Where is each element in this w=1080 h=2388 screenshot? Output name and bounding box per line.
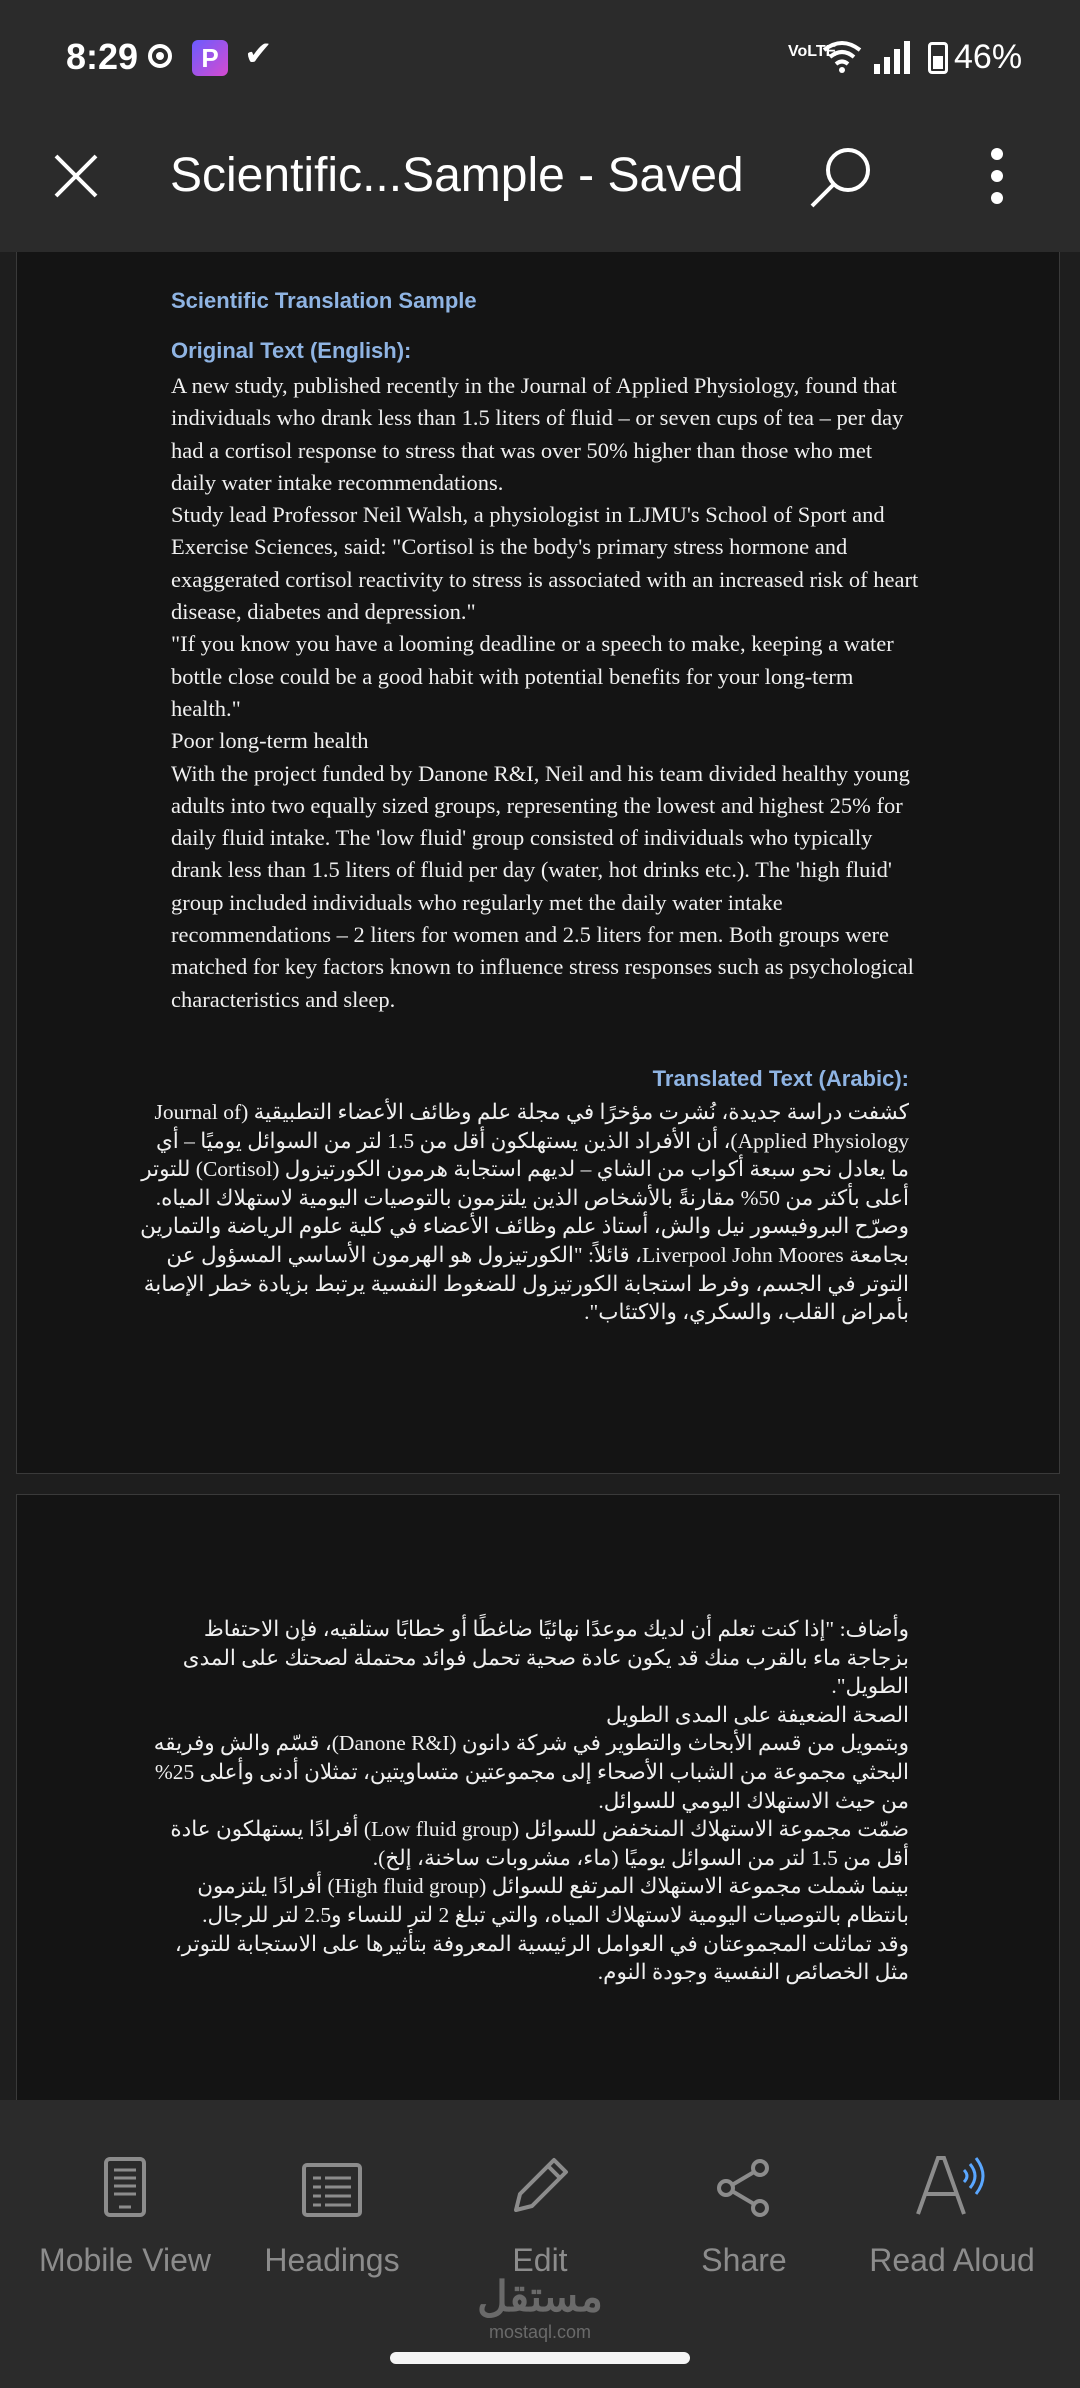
- document-title: Scientific...Sample - Saved: [170, 149, 744, 202]
- original-text-label: Original Text (English):: [171, 338, 412, 363]
- volte-icon: VoLTE: [788, 43, 837, 60]
- edit-button[interactable]: [440, 2148, 640, 2279]
- share-icon: [714, 2158, 774, 2218]
- original-paragraph: Study lead Professor Neil Walsh, a physiologist in LJMU's School of Sport and Exercise Sciences, said: "Cortisol is the body's primary stress hormone and exaggerated cortisol reactivity to stress is associated with an increased risk of heart disease, diabetes and depression.": [171, 502, 919, 625]
- translated-paragraph: كشفت دراسة جديدة، نُشرت مؤخرًا في مجلة علم وظائف الأعضاء التطبيقية (Journal of Applied Physiology)، أن الأفراد الذين يستهلكون أقل من 1.5 لتر من السوائل يوميًا – أي ما يعادل نحو سبعة أكواب من الشاي – لديهم استجابة هرمون الكورتيزول (Cortisol) للتوتر أعلى بأكثر من 50% مقارنةً بالأشخاص الذين يلتزمون بالتوصيات اليومية لاستهلاك المياه.: [141, 1100, 909, 1210]
- translated-text-continued: [139, 1615, 909, 1987]
- share-label: Share: [701, 2242, 787, 2278]
- battery-icon: [928, 42, 948, 74]
- wifi-icon: [822, 40, 862, 74]
- app-notification-icon: P: [192, 40, 228, 76]
- headings-label: Headings: [264, 2242, 400, 2278]
- original-paragraph: With the project funded by Danone R&I, Neil and his team divided healthy young adults into two equally sized groups, representing the lowest and highest 25% for daily fluid intake. The 'low fluid' group consisted of individuals who typically drank less than 1.5 liters of fluid per day (water, hot drinks etc.). The 'high fluid' group included individuals who regularly met the daily water intake recommendations – 2 liters for women and 2.5 liters for men. Both groups were matched for key factors known to influence stress responses such as psychological characteristics and sleep.: [171, 760, 914, 1012]
- checkmark-notification-icon: ✔: [244, 35, 273, 73]
- battery-percent: 46%: [954, 38, 1023, 76]
- search-icon[interactable]: [806, 144, 876, 214]
- original-text-body: [171, 370, 919, 1016]
- home-indicator[interactable]: [390, 2352, 690, 2364]
- document-heading: Scientific Translation Sample: [171, 288, 477, 313]
- translated-paragraph: وقد تماثلت المجموعتان في العوامل الرئيسية المعروفة بتأثيرها على الاستجابة للتوتر، مثل الخصائص النفسية وجودة النوم.: [174, 1931, 909, 1985]
- original-paragraph: "If you know you have a looming deadline or a speech to make, keeping a water bottle close could be a good habit with potential benefits for your long-term health.": [171, 631, 894, 721]
- read-aloud-button[interactable]: [852, 2148, 1052, 2279]
- mobile-view-label: Mobile View: [39, 2242, 211, 2278]
- edit-label: Edit: [512, 2242, 568, 2278]
- share-button[interactable]: [644, 2148, 844, 2279]
- headings-button[interactable]: [232, 2148, 432, 2279]
- screen-record-icon: [148, 44, 172, 68]
- original-paragraph: Poor long-term health: [171, 728, 369, 754]
- translated-paragraph: الصحة الضعيفة على المدى الطويل: [606, 1702, 909, 1727]
- watermark-url: mostaql.com: [488, 2322, 592, 2342]
- read-aloud-icon: [912, 2148, 992, 2218]
- original-paragraph: A new study, published recently in the Journal of Applied Physiology, found that individuals who drank less than 1.5 liters of fluid – or seven cups of tea – per day had a cortisol response to stress that was over 50% higher than those who met daily water intake recommendations.: [171, 373, 904, 495]
- translated-paragraph: بينما شملت مجموعة الاستهلاك المرتفع للسوائل (High fluid group) أفرادًا يلتزمون بانتظام بالتوصيات اليومية لاستهلاك المياه، والتي تبلغ 2 لتر للنساء و2.5 لتر للرجال.: [197, 1874, 909, 1927]
- headings-icon: [301, 2162, 363, 2218]
- more-options-icon[interactable]: [990, 148, 1004, 204]
- translated-text-body: [139, 1098, 909, 1327]
- read-aloud-label: Read Aloud: [869, 2242, 1035, 2278]
- watermark-arabic: مستقل: [477, 2273, 603, 2320]
- signal-icon: [874, 40, 914, 74]
- translated-paragraph: ضمّت مجموعة الاستهلاك المنخفض للسوائل (Low fluid group) أفرادًا يستهلكون عادة أقل من 1.5 لتر من السوائل يوميًا (ماء، مشروبات ساخنة، إلخ).: [170, 1817, 909, 1870]
- mobile-view-button[interactable]: [25, 2148, 225, 2279]
- translated-paragraph: وبتمويل من قسم الأبحاث والتطوير في شركة دانون (Danone R&I)، قسّم والش وفريقه البحثي مجموعة من الشباب الأصحاء إلى مجموعتين متساويتين، تمثلان أدنى وأعلى 25% من حيث الاستهلاك اليومي للسوائل.: [153, 1731, 909, 1813]
- status-time: 8:29: [66, 36, 139, 77]
- translated-paragraph: وأضاف: "إذا كنت تعلم أن لديك موعدًا نهائيًا ضاغطًا أو خطابًا ستلقيه، فإن الاحتفاظ بزجاجة ماء بالقرب منك قد يكون عادة صحية تحمل فوائد محتملة لصحتك على المدى الطويل".: [182, 1617, 909, 1699]
- close-icon[interactable]: [50, 150, 102, 202]
- pencil-icon: [508, 2154, 572, 2218]
- translated-paragraph: وصرّح البروفيسور نيل والش، أستاذ علم وظائف الأعضاء في كلية علوم الرياضة والتمارين بجامعة Liverpool John Moores، قائلاً: "الكورتيزول هو الهرمون الأساسي المسؤول عن التوتر في الجسم، وفرط استجابة الكورتيزول للضغوط النفسية يرتبط بزيادة خطر الإصابة بأمراض القلب، والسكري، والاكتئاب".: [140, 1214, 909, 1325]
- translated-text-label: Translated Text (Arabic):: [652, 1066, 909, 1091]
- mobile-view-icon: [103, 2156, 147, 2218]
